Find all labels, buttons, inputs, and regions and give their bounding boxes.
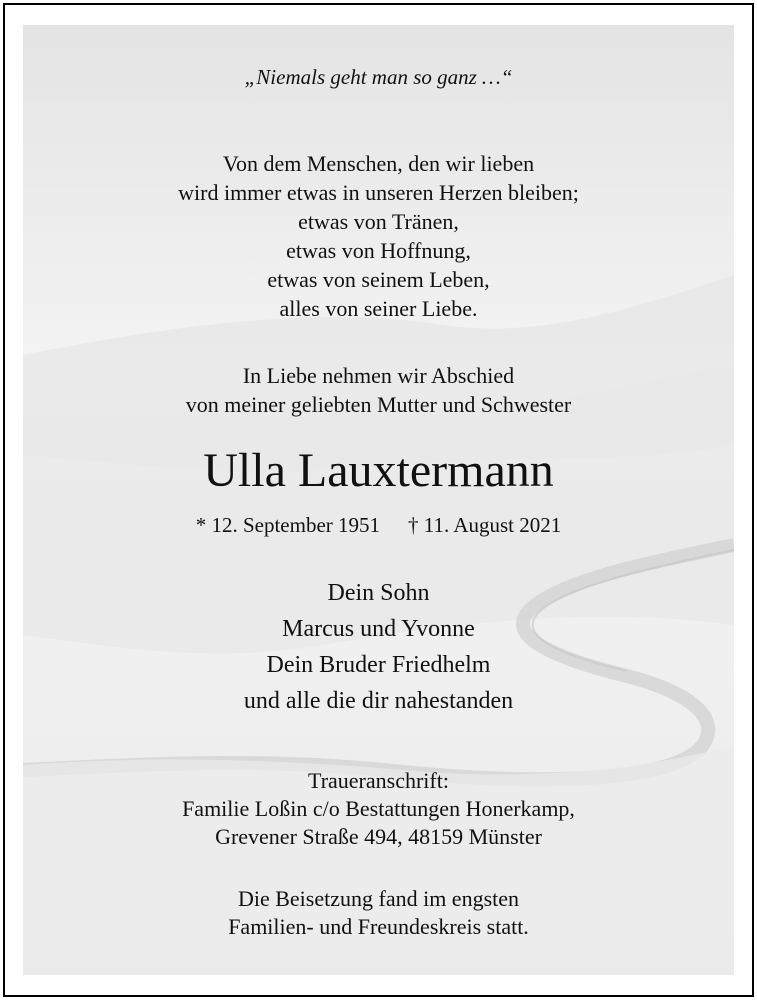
- burial-line: Familien- und Freundeskreis statt.: [228, 914, 529, 939]
- farewell-intro: [23, 361, 734, 419]
- address-line: Traueranschrift:: [308, 768, 449, 793]
- obituary-content: [23, 25, 734, 975]
- poem-line: etwas von seinem Leben,: [267, 267, 490, 292]
- mourner-line: Dein Bruder Friedhelm: [266, 652, 491, 678]
- mourner-line: und alle die dir nahestanden: [243, 688, 514, 714]
- burial-note: [23, 885, 734, 941]
- poem-line: etwas von Tränen,: [298, 209, 459, 234]
- life-dates: [23, 513, 734, 538]
- deceased-name: Ulla Lauxtermann: [203, 444, 554, 497]
- poem-line: alles von seiner Liebe.: [279, 296, 478, 321]
- address-line: Familie Loßin c/o Bestattungen Honerkamp,: [182, 796, 575, 821]
- mourner-line: Dein Sohn: [327, 580, 430, 606]
- mourner-line: Marcus und Yvonne: [282, 616, 475, 642]
- poem-line: etwas von Hoffnung,: [286, 238, 471, 263]
- condolence-address: [23, 767, 734, 851]
- birth-date: * 12. September 1951: [195, 513, 381, 537]
- intro-line: In Liebe nehmen wir Abschied: [242, 363, 515, 388]
- address-line: Grevener Straße 494, 48159 Münster: [215, 824, 542, 849]
- poem: [23, 149, 734, 323]
- intro-line: von meiner geliebten Mutter und Schwester: [185, 392, 572, 417]
- death-date: † 11. August 2021: [408, 513, 562, 537]
- burial-line: Die Beisetzung fand im engsten: [237, 886, 520, 911]
- poem-line: wird immer etwas in unseren Herzen bleiben;: [178, 180, 579, 205]
- motto-quote: „Niemals geht man so ganz …“: [244, 65, 513, 89]
- poem-line: Von dem Menschen, den wir lieben: [222, 151, 535, 176]
- mourners-list: [23, 575, 734, 719]
